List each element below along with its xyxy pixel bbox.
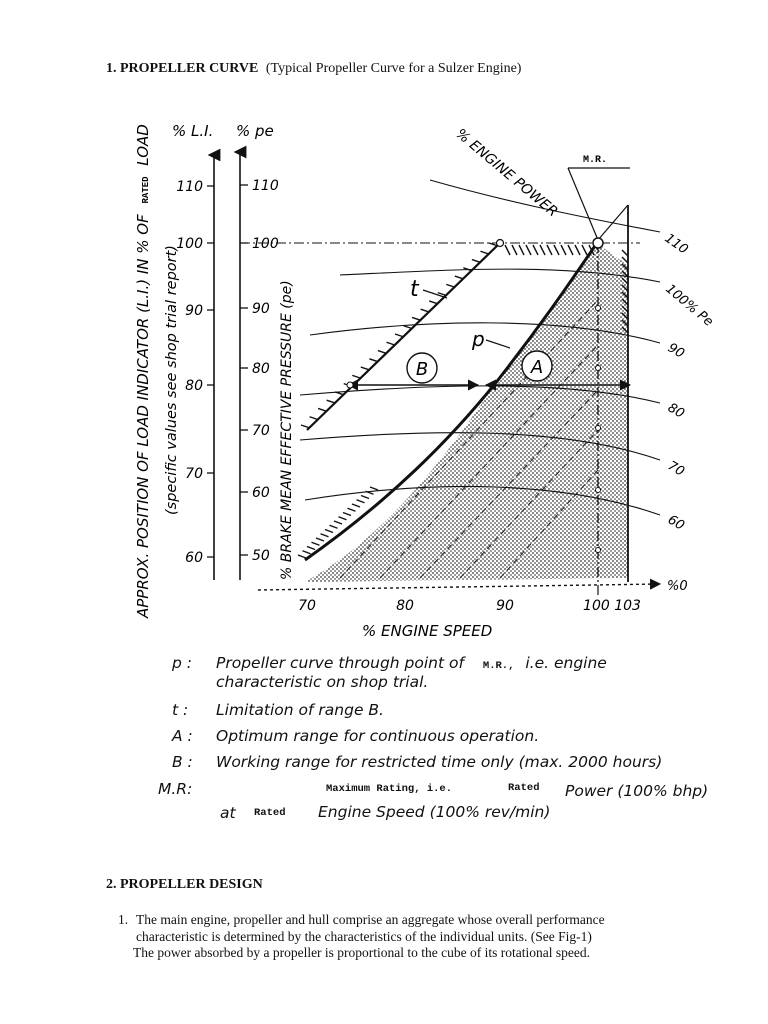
legend-text-mr-d: Engine Speed (100% rev/min) (318, 803, 551, 821)
region-a-label: A (530, 357, 544, 378)
hatch-mark (429, 301, 438, 304)
legend-key-t: t : (172, 701, 189, 719)
mr-label: M.R. (583, 155, 608, 166)
section-2-heading (106, 877, 263, 893)
hatch-mark (370, 487, 378, 490)
legend-text-p: Propeller curve through point of M.R., i.e. engine (216, 654, 607, 672)
p-pointer (486, 340, 510, 348)
left-axis-note: (specific values see shop trial report) (164, 245, 180, 515)
hatch-mark (361, 367, 370, 370)
hatch-mark (404, 326, 413, 329)
pe-axis-header: % pe (236, 122, 274, 140)
hatch-mark (533, 245, 538, 255)
hatch-mark (310, 417, 319, 420)
hatch-mark (325, 530, 333, 533)
hatch-mark (334, 521, 342, 524)
legend-text-mr-a: Maximum Rating, i.e. (326, 783, 453, 795)
hatch-mark (307, 547, 315, 550)
li-tick-label: 110 (176, 179, 203, 195)
legend-row-mr (0, 780, 768, 824)
x-tick-label: 90 (496, 598, 514, 614)
section-1-title: PROPELLER CURVE (120, 61, 259, 76)
hatch-mark (312, 542, 320, 545)
item-1-number: 1. (118, 912, 129, 927)
hatch-mark (421, 309, 430, 312)
hatch-mark (526, 245, 531, 255)
pe-tick-label: 90 (252, 301, 270, 317)
legend-row-t (0, 701, 768, 721)
hatch-mark (357, 500, 365, 503)
hatch-mark (343, 513, 351, 516)
hatch-mark (369, 359, 378, 362)
legend-row-b (0, 753, 768, 773)
section-1-number: 1. (106, 61, 117, 76)
li-tick-label: 100 (176, 236, 203, 252)
pe-tick-label: 70 (252, 423, 270, 439)
hatch-mark (361, 496, 369, 499)
engine-power-title: % ENGINE POWER (452, 125, 561, 221)
hatch-mark (339, 517, 347, 520)
x-axis-ticks (298, 598, 641, 614)
pe-tick-label: 110 (252, 178, 279, 194)
power-label: %0 (667, 579, 688, 594)
hatch-mark (318, 408, 327, 411)
li-tick-label: 80 (185, 378, 203, 394)
power-labels (662, 231, 716, 594)
x-axis-line (258, 584, 660, 590)
range-b-arrow-start (347, 382, 353, 388)
hatch-mark (554, 245, 559, 255)
power-label: 80 (665, 400, 687, 422)
legend-text-b: Working range for restricted time only (max. 2000 hours) (216, 753, 663, 771)
hatch-mark (561, 245, 566, 255)
pe-tick-label: 60 (252, 485, 270, 501)
legend-text-a: Optimum range for continuous operation. (216, 727, 540, 745)
hatch-mark (412, 317, 421, 320)
item-1-line-2: characteristic is determined by the characteristics of the individual units. (See Fig-1) (136, 928, 592, 944)
limit-point (497, 240, 504, 247)
pe-tick-label: 50 (252, 548, 270, 564)
power-label: 110 (661, 230, 691, 258)
x-tick-label: 100 103 (583, 598, 641, 614)
hatch-mark (455, 276, 464, 279)
hatch-mark (472, 260, 481, 263)
hatch-mark (352, 375, 361, 378)
mr-point (593, 238, 603, 248)
hatch-mark (547, 245, 552, 255)
item-1-line-1: The main engine, propeller and hull comprise an aggregate whose overall performance (136, 912, 605, 927)
hatch-mark (298, 555, 306, 558)
hatch-mark (568, 245, 573, 255)
legend-text-p-2: characteristic on shop trial. (216, 673, 429, 691)
legend-row-a (0, 727, 768, 747)
left-axis-title (134, 124, 152, 619)
hatch-mark (512, 245, 517, 255)
hatch-mark (480, 251, 489, 254)
li-axis-header: % L.I. (172, 122, 214, 140)
pe-tick-label: 100 (252, 236, 279, 252)
legend-key-a: A : (172, 727, 193, 745)
x-axis-title: % ENGINE SPEED (362, 622, 493, 640)
hatch-mark (316, 538, 324, 541)
hatch-mark (378, 351, 387, 354)
li-axis-ticks (176, 179, 214, 566)
hatch-mark (519, 245, 524, 255)
hatch-mark (575, 245, 580, 255)
legend-row-p (0, 654, 768, 694)
pe-axis-ticks (240, 178, 279, 564)
section-2-title: PROPELLER DESIGN (120, 877, 263, 892)
hatch-mark (505, 245, 510, 255)
power-label: 70 (665, 458, 687, 480)
t-label: t (410, 277, 419, 302)
legend-key-mr: M.R: (158, 780, 193, 798)
range-a-shading (305, 243, 628, 582)
x-tick-label: 80 (396, 598, 414, 614)
section-1-subtitle: (Typical Propeller Curve for a Sulzer Engine) (265, 61, 522, 76)
hatch-mark (352, 504, 360, 507)
pe-tick-label: 80 (252, 361, 270, 377)
region-b-label: B (415, 359, 429, 380)
legend-key-b: B : (172, 753, 193, 771)
power-label: 60 (665, 512, 687, 534)
legend-key-p: p : (172, 654, 192, 672)
top-hatching (505, 245, 594, 255)
p-label: p (472, 327, 485, 351)
pe-axis-title: % BRAKE MEAN EFFECTIVE PRESSURE (pe) (279, 280, 295, 580)
legend-text-mr-rated-2: Rated (254, 807, 286, 819)
li-tick-label: 90 (185, 303, 203, 319)
power-label: 90 (665, 340, 687, 362)
mr-pointer (568, 168, 630, 240)
hatch-mark (330, 525, 338, 528)
li-tick-label: 70 (185, 466, 203, 482)
legend-text-mr-rated: Rated (508, 782, 540, 794)
legend-text-mr-c: at (220, 804, 236, 822)
item-1-paragraph (133, 912, 736, 962)
hatch-mark (348, 508, 356, 511)
power-label: 100% Pe (662, 281, 716, 330)
hatch-mark (301, 425, 310, 428)
item-1-line-3: The power absorbed by a propeller is proportional to the cube of its rotational speed. (133, 945, 590, 960)
section-2-number: 2. (106, 877, 117, 892)
hatch-mark (303, 551, 311, 554)
hatch-mark (582, 245, 587, 255)
legend-text-mr-b: Power (100% bhp) (565, 782, 709, 800)
hatch-mark (327, 400, 336, 403)
hatch-mark (321, 534, 329, 537)
left-axis-title-main: APPROX. POSITION OF LOAD INDICATOR (L.I.) IN % OF RATED LOAD (134, 124, 152, 618)
li-tick-label: 60 (185, 550, 203, 566)
hatch-mark (386, 342, 395, 345)
hatch-mark (395, 334, 404, 337)
hatch-mark (446, 284, 455, 287)
legend-text-t: Limitation of range B. (216, 701, 384, 719)
x-tick-label: 70 (298, 598, 316, 614)
hatch-mark (540, 245, 545, 255)
